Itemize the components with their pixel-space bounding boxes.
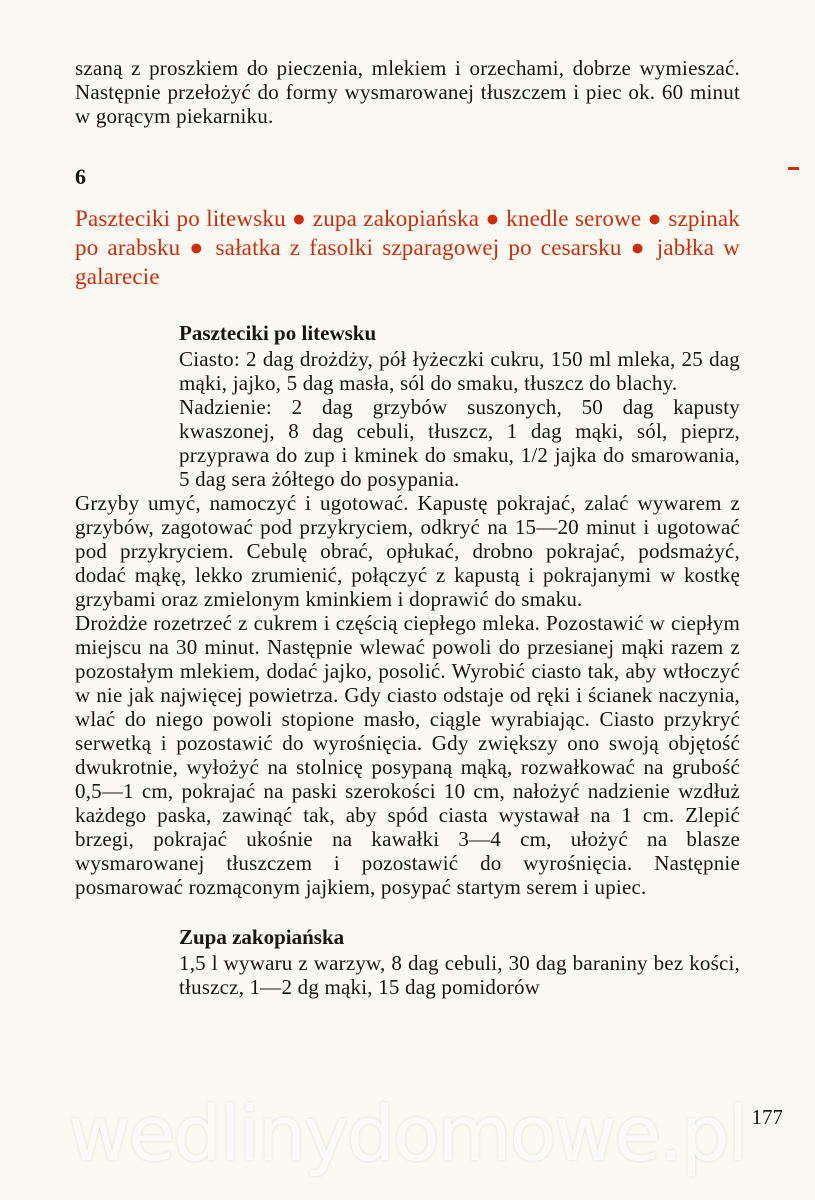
recipe-zupa-zakopianska [75, 925, 740, 999]
section-number: 6 [75, 164, 86, 189]
recipe-title: Paszteciki po litewsku [179, 321, 377, 345]
recipe-title: Zupa zakopiańska [179, 925, 345, 949]
menu-heading: Paszteciki po litewsku ● zupa zakopiańska ● knedle serowe ● szpinak po arabsku ● sałatka z fasolki szparagowej po cesarsku ● jabłka w galarecie [75, 206, 740, 289]
ingredients-paragraph-nadzienie: Nadzienie: 2 dag grzybów suszonych, 50 dag kapusty kwaszonej, 8 dag cebuli, tłuszcz, 1 dag mąki, sól, pieprz, przyprawa do zup i kminek do smaku, 1/2 jajka do smarowania, 5 dag sera żółtego do posypania. [179, 395, 740, 491]
instructions-paragraph: Grzyby umyć, namoczyć i ugotować. Kapustę pokrajać, zalać wywarem z grzybów, zagotować pod przykryciem, odkryć na 15—20 minut i ugotować pod przykryciem. Cebulę obrać, opłukać, drobno pokrajać, podsmażyć, dodać mąkę, lekko zrumienić, połączyć z kapustą i pokrajanymi w kostkę grzybami oraz zmielonym kminkiem i doprawić do smaku. [75, 491, 740, 611]
red-margin-mark [788, 167, 799, 170]
recipe-paszteciki-po-litewsku [75, 321, 740, 899]
intro-paragraph: szaną z proszkiem do pieczenia, mlekiem i orzechami, dobrze wymieszać. Następnie przełożyć do formy wysmarowanej tłuszczem i piec ok. 60 minut w gorącym piekarniku. [75, 56, 740, 128]
instructions-paragraph: Drożdże rozetrzeć z cukrem i częścią ciepłego mleka. Pozostawić w ciepłym miejscu na 30 minut. Następnie wlewać powoli do przesianej mąki razem z pozostałym mlekiem, dodać jajko, posolić. Wyrobić ciasto tak, aby wtłoczyć w nie jak najwięcej powietrza. Gdy ciasto odstaje od ręki i ścianek naczynia, wlać do niego powoli stopione masło, ciągle wyrabiając. Ciasto przykryć serwetką i pozostawić do wyrośnięcia. Gdy zwiększy ono swoją objętość dwukrotnie, wyłożyć na stolnicę posypaną mąką, rozwałkować na grubość 0,5—1 cm, pokrajać na paski szerokości 10 cm, nałożyć nadzienie wzdłuż każdego paska, zawinąć tak, aby spód ciasta wystawał na 1 cm. Zlepić brzegi, pokrajać ukośnie na kawałki 3—4 cm, ułożyć na blasze wysmarowanej tłuszczem i pozostawić do wyrośnięcia. Następnie posmarować rozmąconym jajkiem, posypać startym serem i upiec. [75, 611, 740, 899]
page-content [75, 56, 740, 999]
ingredients-paragraph: 1,5 l wywaru z warzyw, 8 dag cebuli, 30 dag baraniny bez kości, tłuszcz, 1—2 dg mąki, 15 dag pomidorów [179, 951, 740, 999]
page-number: 177 [751, 1105, 783, 1129]
ingredients-paragraph-ciasto: Ciasto: 2 dag drożdży, pół łyżeczki cukru, 150 ml mleka, 25 dag mąki, jajko, 5 dag masła, sól do smaku, tłuszcz do blachy. [179, 347, 740, 395]
watermark: wedlinydomowe.pl [68, 1089, 747, 1178]
